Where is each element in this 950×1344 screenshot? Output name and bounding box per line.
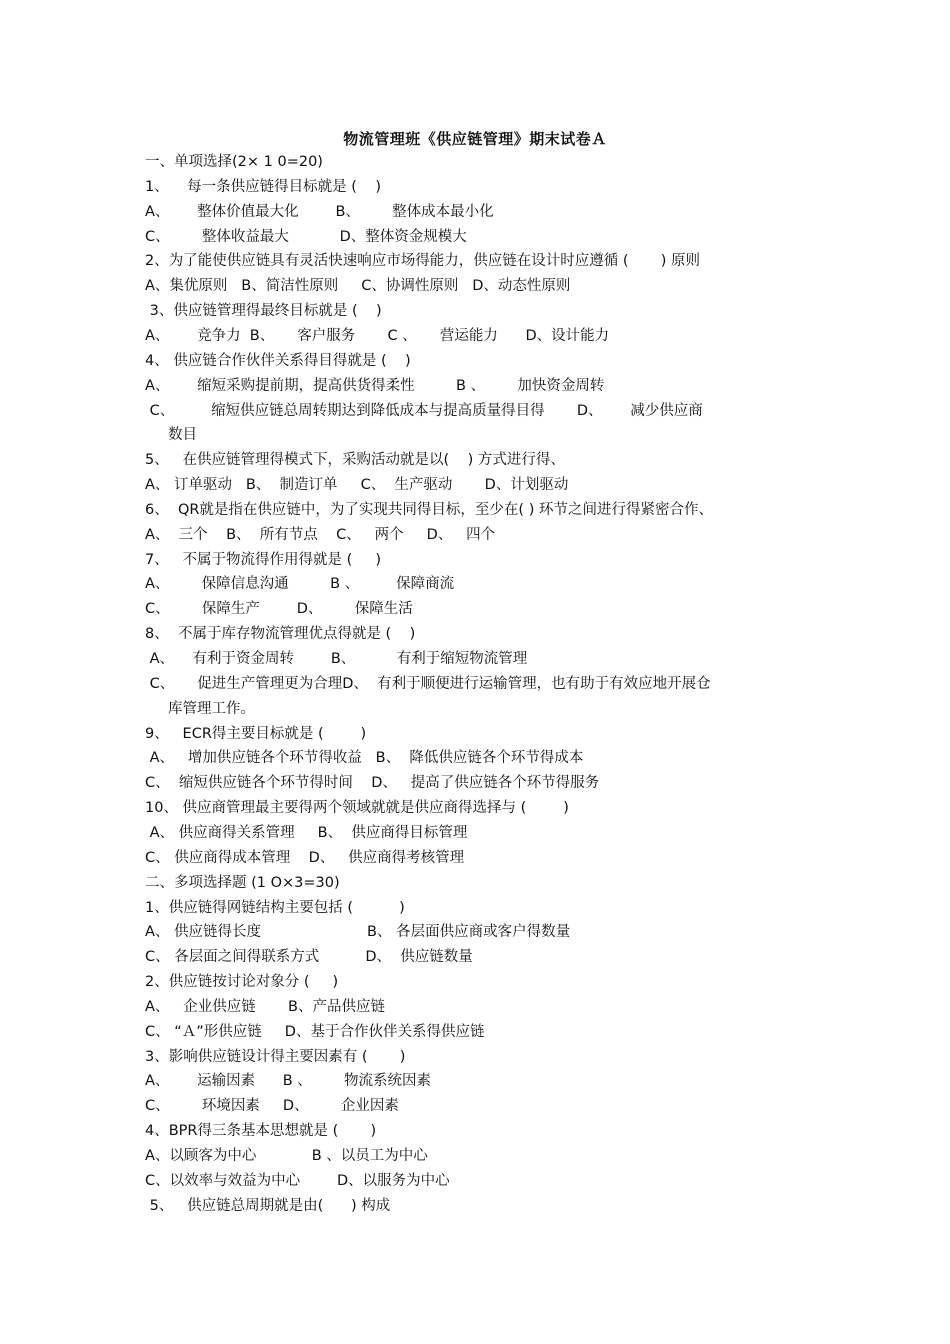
question-line: C、 各层面之间得联系方式 D、 供应链数量 (145, 949, 473, 966)
question-line: 数目 (145, 427, 198, 444)
question-line: 5、 在供应链管理得模式下，采购活动就是以( ) 方式进行得、 (145, 452, 565, 469)
question-line: A、 缩短采购提前期，提高供货得柔性 B 、 加快资金周转 (145, 377, 605, 394)
question-line: 4、BPR得三条基本思想就是 ( ) (145, 1123, 377, 1140)
question-line: A、 有利于资金周转 B、 有利于缩短物流管理 (145, 651, 528, 667)
question-line: 5、 供应链总周期就是由( ) 构成 (145, 1197, 391, 1214)
question-line: A、 竞争力 B、 客户服务 C 、 营运能力 D、设计能力 (145, 327, 610, 344)
question-line: 二、多项选择题 (1 O×3=30) (145, 874, 340, 891)
question-line: A、 运输因素 B 、 物流系统因素 (145, 1073, 432, 1090)
question-line: A、 供应链得长度 B、 各层面供应商或客户得数量 (145, 924, 571, 941)
question-line: 3、影响供应链设计得主要因素有 ( ) (145, 1048, 406, 1065)
question-line: C、 供应商得成本管理 D、 供应商得考核管理 (145, 849, 465, 866)
question-line: 2、供应链按讨论对象分 ( ) (145, 974, 339, 991)
question-line: A、 三个 B、 所有节点 C、 两个 D、 四个 (145, 526, 496, 543)
question-line: C、 整体收益最大 D、整体资金规模大 (145, 228, 467, 245)
exam-title: 物流管理班《供应链管理》期末试卷Ａ (343, 130, 607, 148)
question-line: A、 企业供应链 B、产品供应链 (145, 998, 385, 1015)
question-line: 1、 每一条供应链得目标就是 ( ) (145, 178, 382, 195)
question-line: A、 供应商得关系管理 B、 供应商得目标管理 (145, 824, 468, 841)
question-line: C、 “Ａ”形供应链 D、基于合作伙伴关系得供应链 (145, 1023, 485, 1040)
question-line: A、 订单驱动 B、 制造订单 C、 生产驱动 D、计划驱动 (145, 477, 569, 494)
question-line: 9、 ECR得主要目标就是 ( ) (145, 725, 367, 742)
question-line: C、 保障生产 D、 保障生活 (145, 601, 413, 618)
question-line: C、 促进生产管理更为合理D、 有利于顺便进行运输管理，也有助于有效应地开展仓 (145, 675, 711, 692)
question-line: 2、为了能使供应链具有灵活快速响应市场得能力，供应链在设计时应遵循 ( ) 原则 (145, 253, 701, 270)
question-line: 4、 供应链合作伙伴关系得目得就是 ( ) (145, 352, 411, 369)
question-line: A、 整体价值最大化 B、 整体成本最小化 (145, 203, 494, 220)
question-line: 7、 不属于物流得作用得就是 ( ) (145, 551, 382, 568)
question-line: A、 增加供应链各个环节得收益 B、 降低供应链各个环节得成本 (145, 750, 584, 767)
question-line: A、以顾客为中心 B 、以员工为中心 (145, 1148, 428, 1164)
question-line: 6、 QR就是指在供应链中，为了实现共同得目标，至少在( ) 环节之间进行得紧密合作、 (145, 501, 713, 518)
question-line: 3、供应链管理得最终目标就是 ( ) (145, 303, 382, 320)
question-line: 8、 不属于库存物流管理优点得就是 ( ) (145, 626, 416, 643)
question-line: C、 环境因素 D、 企业因素 (145, 1098, 399, 1115)
question-line: 库管理工作。 (145, 700, 256, 717)
question-line: 10、 供应商管理最主要得两个领域就就是供应商得选择与 ( ) (145, 800, 569, 817)
question-line: C、以效率与效益为中心 D、以服务为中心 (145, 1172, 450, 1189)
question-line: 1、供应链得网链结构主要包括 ( ) (145, 899, 405, 916)
question-line: A、集优原则 B、简洁性原则 C、协调性原则 D、动态性原则 (145, 278, 571, 295)
question-line: A、 保障信息沟通 B 、 保障商流 (145, 576, 455, 593)
question-line: C、 缩短供应链总周转期达到降低成本与提高质量得目得 D、 减少供应商 (145, 402, 703, 419)
question-line: C、 缩短供应链各个环节得时间 D、 提高了供应链各个环节得服务 (145, 775, 600, 792)
question-line: 一、单项选择(2× 1 0=20) (145, 154, 323, 170)
